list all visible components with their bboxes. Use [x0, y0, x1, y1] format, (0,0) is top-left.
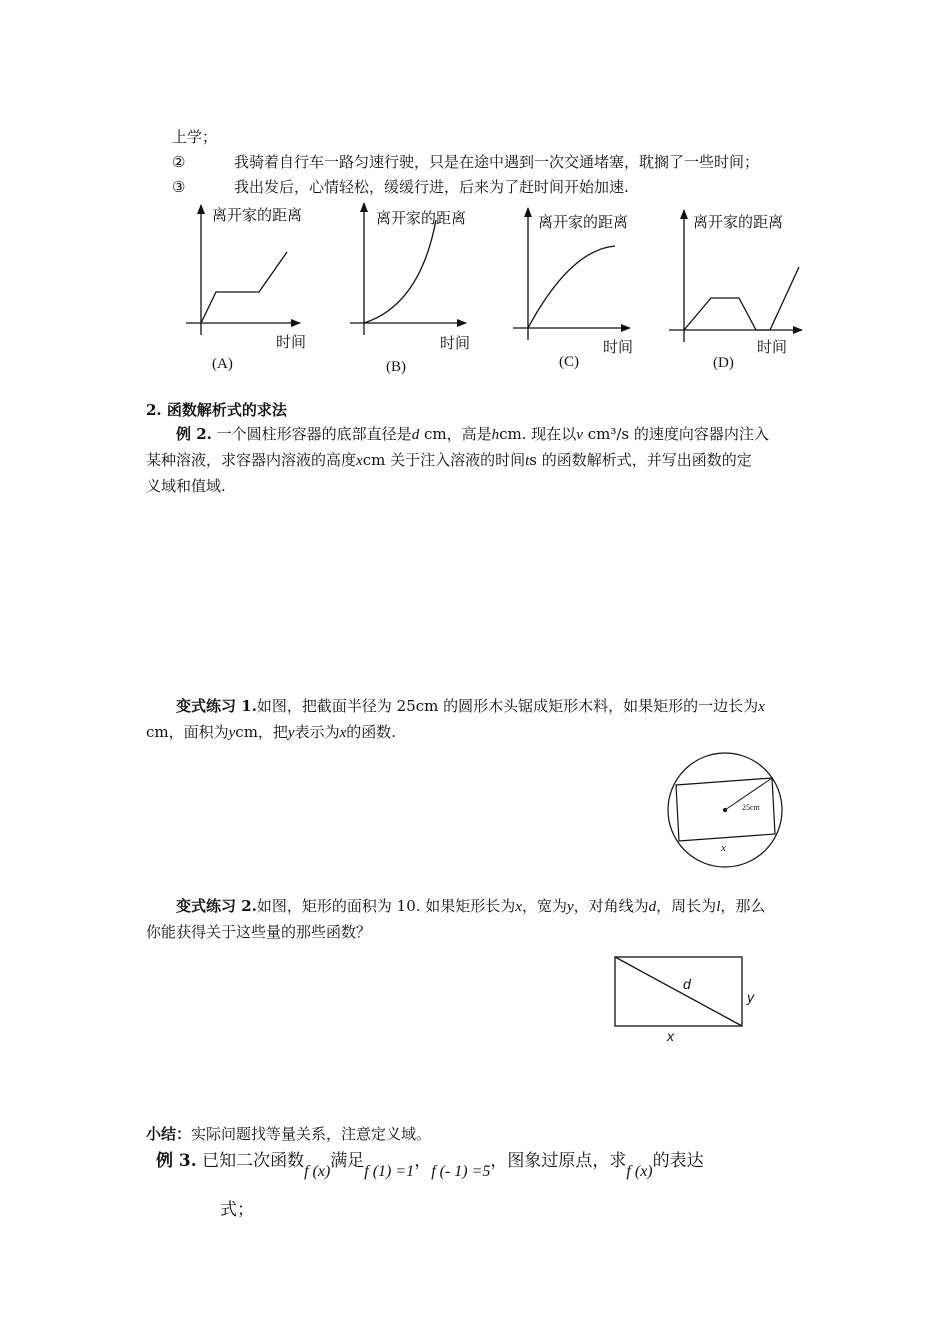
- example-3-text: 的表达: [652, 1151, 704, 1171]
- example-2-text: s 的函数解析式，并写出函数的定: [529, 451, 752, 469]
- graph-b-ylabel: 离开家的距离: [376, 209, 467, 227]
- variant-1-line-1: [176, 693, 765, 720]
- var-x: x: [758, 699, 765, 715]
- graph-c-caption: (C): [559, 354, 579, 370]
- variant-2-text: ，对角线为: [573, 897, 649, 915]
- graph-d-caption: (D): [713, 355, 734, 371]
- condition-f-1: f (1) =1: [364, 1163, 415, 1180]
- graph-d-ylabel: 离开家的距离: [693, 213, 784, 231]
- example-3-text: ，图象过原点，求: [490, 1151, 627, 1171]
- graph-a: [186, 205, 306, 372]
- example-2-text: 某种溶液，求容器内溶液的高度: [146, 451, 357, 469]
- graph-c-curve: [528, 246, 615, 328]
- var-d: d: [411, 427, 420, 443]
- var-x: x: [515, 899, 522, 915]
- graph-c: [513, 208, 633, 370]
- var-v: v: [576, 427, 583, 443]
- diagonal: [615, 957, 742, 1026]
- condition-f-minus-1: f (- 1) =5: [431, 1163, 491, 1180]
- formula-f-x: f (x): [304, 1163, 331, 1180]
- var-y: y: [566, 899, 574, 915]
- var-d: d: [648, 899, 657, 915]
- example-2-line-3: 义域和值域.: [146, 477, 226, 495]
- variant-2-line-2: 你能获得关于这些量的那些函数？: [146, 923, 372, 941]
- graph-b-curve: [364, 220, 436, 323]
- graph-b-xlabel: 时间: [440, 334, 471, 352]
- summary-line: [146, 1121, 431, 1147]
- item-2-number: ②: [172, 153, 186, 171]
- item-3-number: ③: [172, 178, 186, 196]
- item-2-text: 我骑着自行车一路匀速行驶，只是在途中遇到一次交通堵塞，耽搁了一些时间；: [234, 153, 760, 171]
- variant-1-text: cm，把: [235, 723, 288, 741]
- variant-2-text: 如图，矩形的面积为 10. 如果矩形长为: [256, 897, 516, 915]
- example-3-text: ，: [414, 1151, 432, 1171]
- radius-label: 25cm: [742, 803, 760, 812]
- var-y: y: [287, 725, 295, 741]
- distance-time-graphs: [0, 190, 950, 390]
- var-l: l: [716, 899, 721, 915]
- graph-a-caption: (A): [212, 356, 233, 372]
- summary-label: 小结：: [146, 1125, 192, 1143]
- variant-2-line-1: [176, 893, 765, 920]
- example-2-text: cm，高是: [423, 425, 492, 443]
- intro-line-0: 上学；: [172, 128, 218, 146]
- example-2-text: 一个圆柱形容器的底部直径是: [216, 425, 412, 443]
- example-2-text: cm³/s 的速度向容器内注入: [587, 425, 769, 443]
- variant-2-text: ，周长为: [656, 897, 717, 915]
- example-2-line-1: [176, 421, 769, 448]
- variant-1-text: 的函数.: [346, 723, 397, 741]
- variant-1-text: 表示为: [294, 723, 340, 741]
- graph-b: [350, 203, 470, 375]
- example-3-label: 例 3.: [156, 1151, 197, 1171]
- graph-a-ylabel: 离开家的距离: [212, 206, 303, 224]
- var-t: t: [525, 453, 530, 469]
- variant-1-text: 如图，把截面半径为 25cm 的圆形木头锯成矩形木料，如果矩形的一边长为: [256, 697, 759, 715]
- rectangle-diagonal-figure: [610, 952, 770, 1052]
- example-3-text: 已知二次函数: [202, 1151, 305, 1171]
- graph-b-caption: (B): [386, 359, 406, 375]
- example-2-text: cm. 现在以: [499, 425, 577, 443]
- graph-d: [669, 210, 802, 371]
- graph-d-xlabel: 时间: [757, 338, 788, 356]
- formula-f-x: f (x): [626, 1163, 653, 1180]
- example-2-line-2: [146, 447, 752, 474]
- diagonal-d-label: d: [683, 976, 691, 992]
- variant-2-text: ，宽为: [521, 897, 567, 915]
- center-point: [723, 808, 727, 812]
- variant-1-label: 变式练习 1.: [176, 697, 257, 715]
- circle-rectangle-figure: [664, 748, 794, 878]
- variant-1-text: cm，面积为: [146, 723, 229, 741]
- summary-text: 实际问题找等量关系，注意定义域。: [191, 1125, 432, 1143]
- var-x: x: [356, 453, 363, 469]
- item-3-text: 我出发后，心情轻松，缓缓行进，后来为了赶时间开始加速.: [234, 178, 629, 196]
- variant-2-text: ，那么: [720, 897, 766, 915]
- example-3-line-1: [156, 1146, 704, 1180]
- graph-a-xlabel: 时间: [276, 333, 307, 351]
- width-y-label: y: [747, 989, 754, 1005]
- graph-a-curve: [201, 252, 287, 323]
- variant-2-label: 变式练习 2.: [176, 897, 257, 915]
- example-3-line-2: 式；: [220, 1200, 254, 1220]
- var-x: x: [339, 725, 347, 741]
- example-2-text: cm 关于注入溶液的时间: [362, 451, 526, 469]
- graph-c-xlabel: 时间: [603, 338, 634, 356]
- length-x-label: x: [667, 1028, 674, 1044]
- var-y: y: [228, 725, 236, 741]
- example-2-label: 例 2.: [176, 425, 212, 443]
- section-2-heading: 2. 函数解析式的求法: [146, 401, 287, 419]
- var-h: h: [491, 427, 500, 443]
- graph-d-curve: [684, 267, 799, 330]
- graph-c-ylabel: 离开家的距离: [538, 213, 629, 231]
- example-3-text: 满足: [330, 1151, 365, 1171]
- variant-1-line-2: [146, 719, 396, 746]
- side-x-label: x: [721, 842, 726, 854]
